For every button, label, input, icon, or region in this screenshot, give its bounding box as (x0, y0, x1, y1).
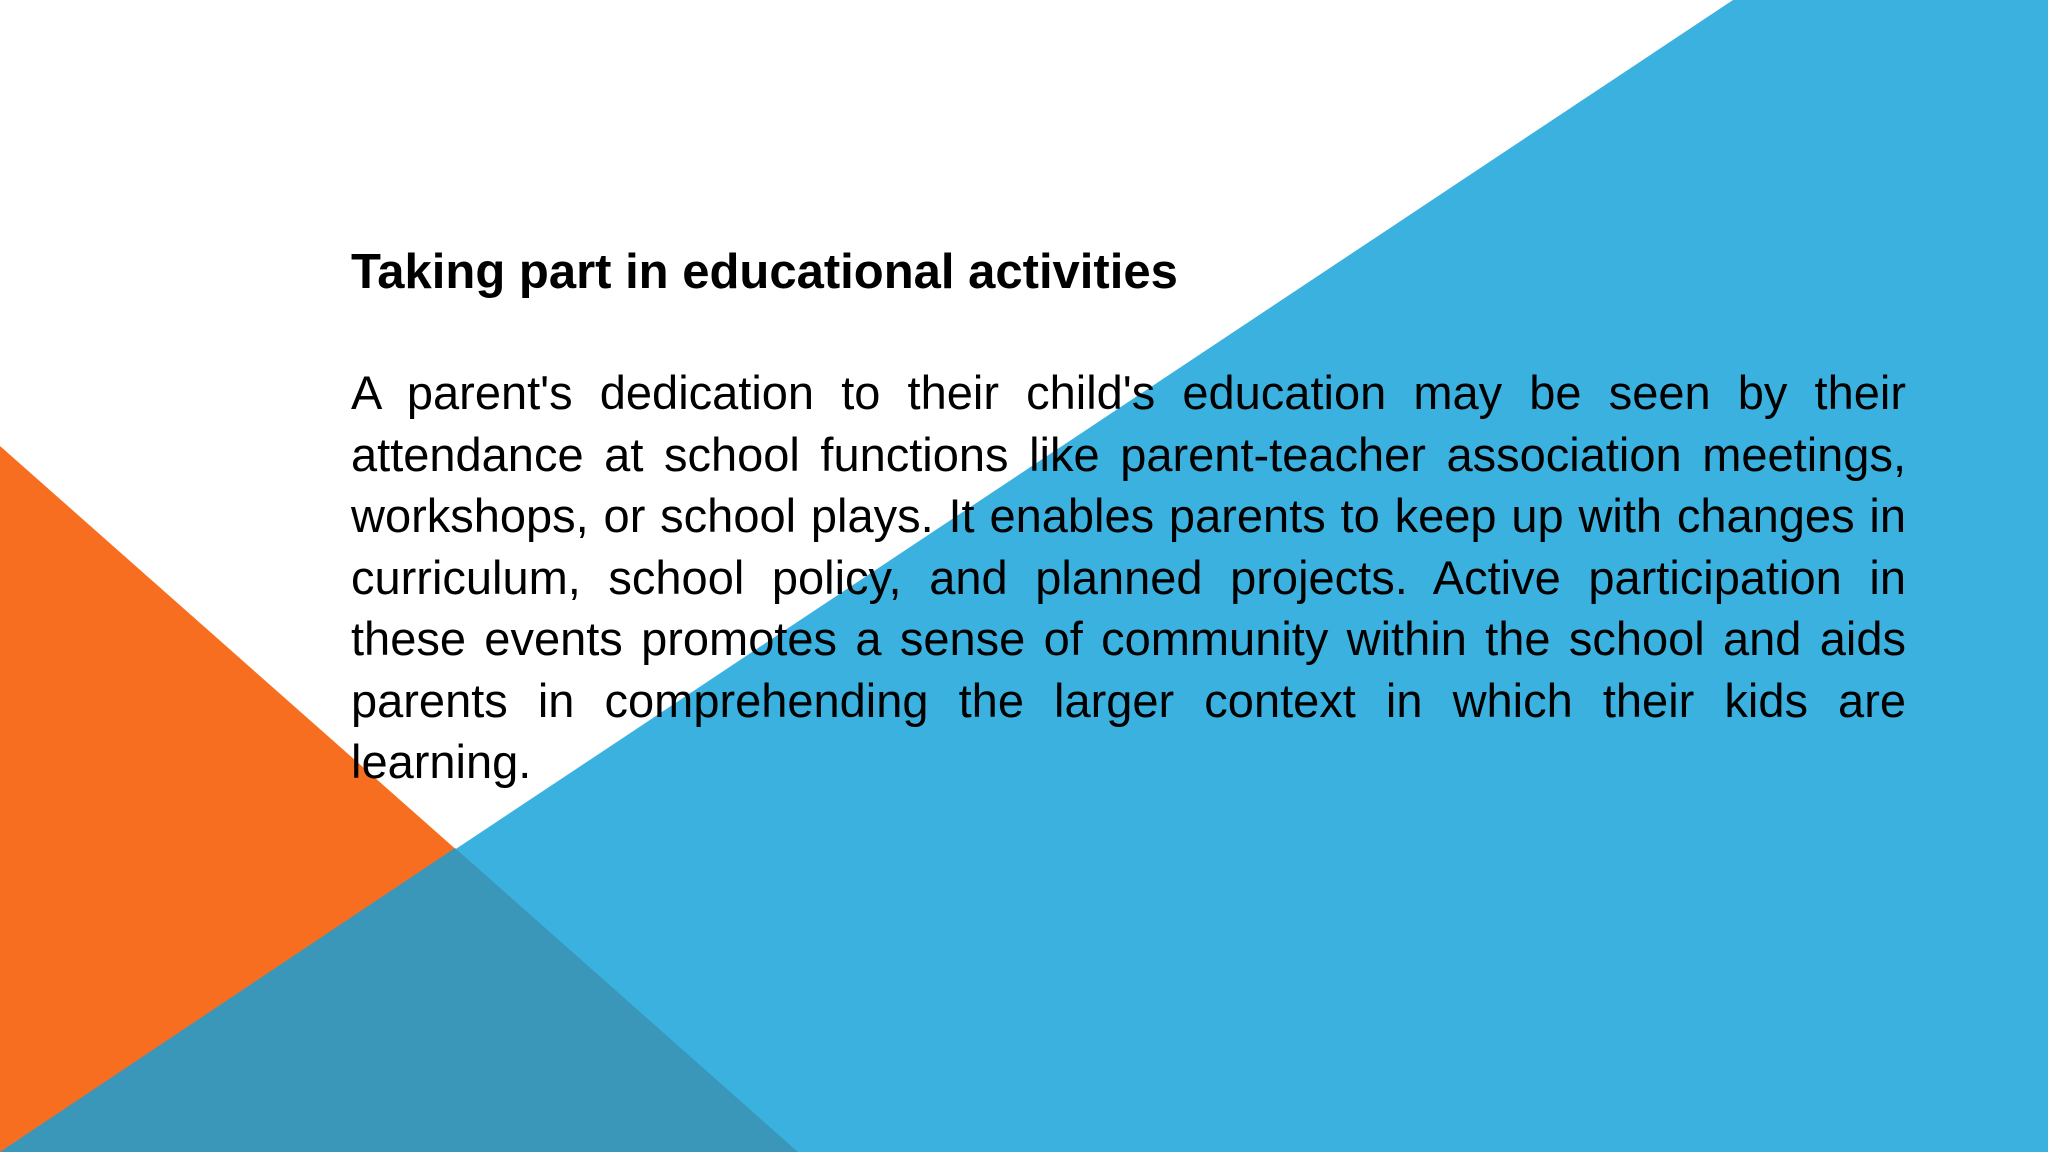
slide-body: A parent's dedication to their child's education may be seen by their attendance at school functions like parent-teacher association meetings, workshops, or school plays. It enables parents to keep up with changes in curriculum, school policy, and planned projects. Active participation in these events promotes a sense of community within the school and aids parents in comprehending the larger context in which their kids are learning. (351, 366, 1906, 788)
slide-heading: Taking part in educational activities (351, 245, 1178, 299)
text-content (351, 240, 1906, 793)
